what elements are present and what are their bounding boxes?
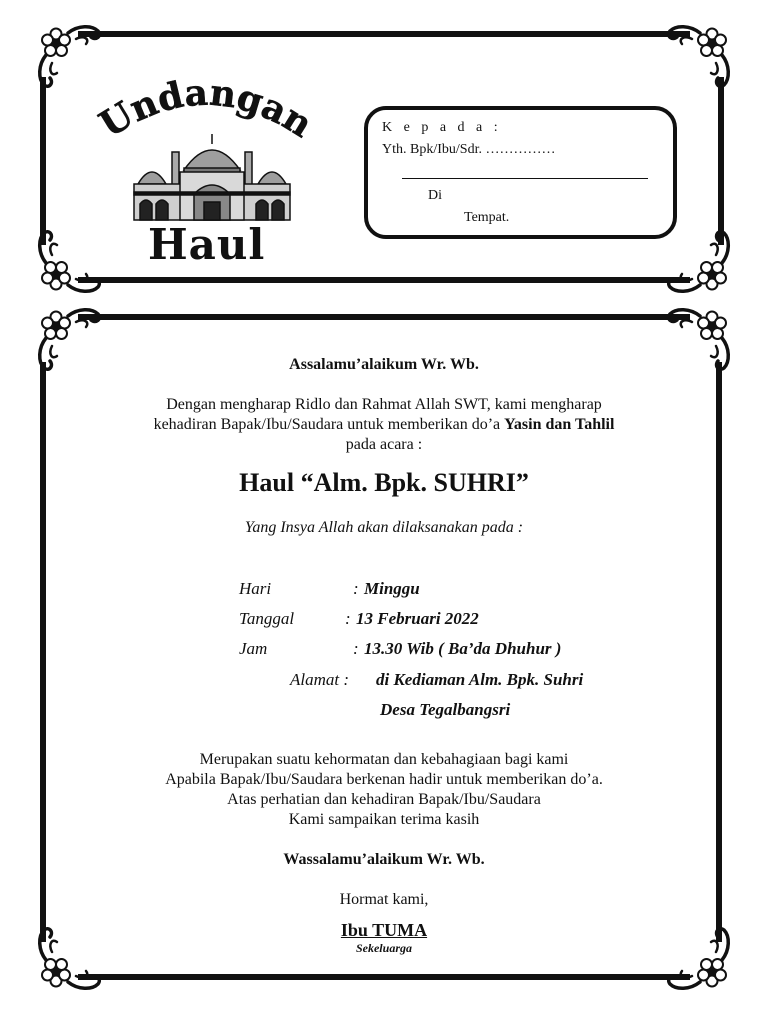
detail-hari: [239, 579, 420, 599]
haul-title: Haul: [148, 220, 266, 269]
detail-desa: [380, 700, 510, 720]
signer-name: [0, 920, 768, 940]
svg-text:Undangan: Undangan: [92, 71, 320, 147]
detail-hari-value: Minggu: [364, 579, 420, 598]
detail-jam-value: 13.30 Wib ( Ba’da Dhuhur ): [364, 639, 562, 658]
intro-line-2-text: kehadiran Bapak/Ibu/Saudara untuk memberikan do’a: [153, 416, 505, 433]
hormat-kami: Hormat kami,: [339, 891, 429, 908]
intro-line-2-bold: Yasin dan Tahlil: [504, 416, 615, 433]
border-right: [718, 77, 724, 245]
detail-alamat-value: di Kediaman Alm. Bpk. Suhri: [376, 670, 584, 689]
detail-hari-label: Hari: [239, 579, 272, 598]
border-top: [78, 314, 690, 320]
corner-ornament-icon: [662, 23, 732, 93]
header-card: [0, 15, 768, 300]
detail-alamat-label: Alamat :: [290, 670, 350, 689]
corner-ornament-icon: [662, 225, 732, 295]
invitation-card: [0, 300, 768, 1000]
intro-line-2: [0, 415, 768, 435]
detail-jam-sep: :: [353, 639, 359, 658]
closing-line-1: Merupakan suatu kehormatan dan kebahagiaan bagi kami: [199, 751, 569, 768]
detail-desa-value: Desa Tegalbangsri: [380, 700, 511, 719]
recipient-kepada: K e p a d a :: [382, 120, 502, 135]
wassalam: Wassalamu’alaikum Wr. Wb.: [283, 851, 485, 868]
detail-jam-label: Jam: [239, 639, 268, 658]
detail-tanggal-label: Tanggal: [239, 609, 295, 628]
detail-hari-sep: :: [353, 579, 359, 598]
event-title: Haul “Alm. Bpk. SUHRI”: [239, 468, 529, 497]
signer-name-text: Ibu TUMA: [340, 920, 428, 940]
recipient-tempat: Tempat.: [464, 210, 510, 225]
border-top: [78, 31, 690, 37]
schedule-intro: Yang Insya Allah akan dilaksanakan pada :: [244, 519, 524, 536]
detail-alamat: [290, 670, 584, 690]
greeting: Assalamu’alaikum Wr. Wb.: [289, 356, 479, 373]
closing-line-4: Kami sampaikan terima kasih: [288, 811, 480, 828]
corner-ornament-icon: [36, 225, 106, 295]
detail-tanggal-value: 13 Februari 2022: [356, 609, 479, 628]
closing-line-2: Apabila Bapak/Ibu/Saudara berkenan hadir untuk memberikan do’a.: [165, 771, 603, 788]
recipient-name-line: [402, 178, 648, 179]
intro-line-1: Dengan mengharap Ridlo dan Rahmat Allah SWT, kami mengharap: [166, 396, 602, 413]
recipient-yth: Yth. Bpk/Ibu/Sdr. ……………: [382, 142, 556, 157]
signer-subtitle: Sekeluarga: [355, 941, 412, 955]
detail-tanggal-sep: :: [345, 609, 351, 628]
border-left: [40, 77, 46, 245]
intro-line-3: pada acara :: [345, 436, 423, 453]
recipient-box: [364, 106, 677, 239]
detail-jam: [239, 639, 562, 659]
border-bottom: [78, 277, 690, 283]
recipient-di: Di: [428, 188, 442, 203]
mosque-icon: [132, 132, 292, 224]
detail-tanggal: [239, 609, 479, 629]
border-bottom: [78, 974, 690, 980]
closing-line-3: Atas perhatian dan kehadiran Bapak/Ibu/Saudara: [227, 791, 541, 808]
